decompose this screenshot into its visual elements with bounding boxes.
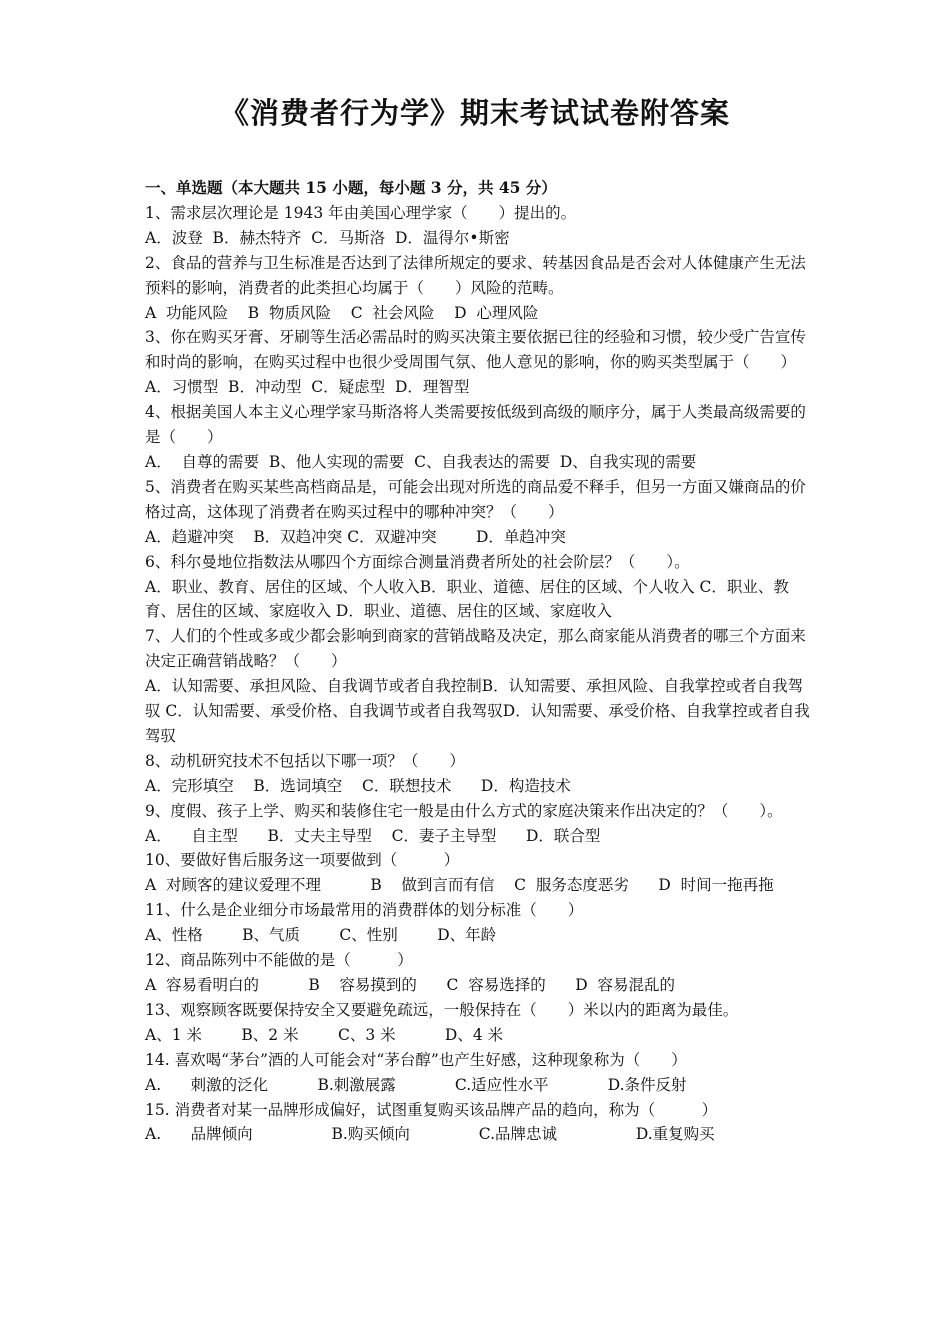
question-stem: 9、度假、孩子上学、购买和装修住宅一般是由什么方式的家庭决策来作出决定的？（ ）。 [145, 801, 783, 820]
page-title: 《消费者行为学》期末考试试卷附答案 [219, 96, 730, 130]
question-stem: 13、观察顾客既要保持安全又要避免疏远，一般保持在（ ）米以内的距离为最佳。 [145, 1000, 739, 1019]
question-stem: 2、食品的营养与卫生标准是否达到了法律所规定的要求、转基因食品是否会对人体健康产生无法预料的影响，消费者的此类担心均属于（ ）风险的范畴。 [145, 253, 806, 297]
question-options: A．认知需要、承担风险、自我调节或者自我控制B．认知需要、承担风险、自我掌控或者自我驾驭 C．认知需要、承受价格、自我调节或者自我驾驭D．认知需要、承受价格、自我掌控或者自我驾驭 [145, 677, 810, 745]
question-stem: 8、动机研究技术不包括以下哪一项？（ ） [145, 751, 465, 770]
question-stem: 5、消费者在购买某些高档商品是，可能会出现对所选的商品爱不释手，但另一方面又嫌商品的价格过高，这体现了消费者在购买过程中的哪种冲突？（ ） [145, 477, 806, 521]
question-options: A、性格 B、气质 C、性别 D、年龄 [145, 926, 497, 945]
question-section [145, 176, 815, 1147]
question-stem: 6、科尔曼地位指数法从哪四个方面综合测量消费者所处的社会阶层？（ ）。 [145, 552, 690, 571]
question-options: A．完形填空 B．选词填空 C．联想技术 D．构造技术 [145, 776, 571, 795]
question-options: A. 刺激的泛化 B.刺激展露 C.适应性水平 D.条件反射 [145, 1075, 687, 1094]
question-stem: 4、根据美国人本主义心理学家马斯洛将人类需要按低级到高级的顺序分，属于人类最高级需要的是（ ） [145, 403, 806, 447]
question-stem: 12、商品陈列中不能做的是（ ） [145, 951, 413, 970]
question-options: A 对顾客的建议爱理不理 B 做到言而有信 C 服务态度恶劣 D 时间一拖再拖 [145, 876, 774, 895]
question-options: A、1 米 B、2 米 C、3 米 D、4 米 [145, 1025, 504, 1044]
question-options: A． 自尊的需要 B、他人实现的需要 C、自我表达的需要 D、自我实现的需要 [145, 452, 697, 471]
section-heading: 一、单选题（本大题共 15 小题，每小题 3 分，共 45 分） [145, 178, 557, 197]
question-options: A．趋避冲突 B．双趋冲突 C．双避冲突 D．单趋冲突 [145, 527, 566, 546]
question-stem: 15. 消费者对某一品牌形成偏好，试图重复购买该品牌产品的趋向，称为（ ） [145, 1100, 718, 1119]
question-stem: 7、人们的个性或多或少都会影响到商家的营销战略及决定，那么商家能从消费者的哪三个方面来决定正确营销战略？（ ） [145, 627, 806, 671]
question-options: A 容易看明白的 B 容易摸到的 C 容易选择的 D 容易混乱的 [145, 976, 676, 994]
question-stem: 1、需求层次理论是 1943 年由美国心理学家（ ）提出的。 [145, 203, 577, 222]
question-options: A． 自主型 B．丈夫主导型 C．妻子主导型 D．联合型 [145, 826, 601, 845]
question-stem: 10、要做好售后服务这一项要做到（ ） [145, 851, 460, 870]
question-options: A. 品牌倾向 B.购买倾向 C.品牌忠诚 D.重复购买 [145, 1125, 715, 1144]
question-stem: 3、你在购买牙膏、牙刷等生活必需品时的购买决策主要依据已往的经验和习惯，较少受广告宣传和时尚的影响，在购买过程中也很少受周围气氛、他人意见的影响，你的购买类型属于（ ） [145, 328, 806, 372]
question-options: A 功能风险 B 物质风险 C 社会风险 D 心理风险 [145, 303, 539, 322]
question-options: A．习惯型 B．冲动型 C．疑虑型 D．理智型 [145, 378, 470, 397]
question-options: A．职业、教育、居住的区域、个人收入B．职业、道德、居住的区域、个人收入 C．职业、教育、居住的区域、家庭收入 D．职业、道德、居住的区域、家庭收入 [145, 577, 789, 621]
question-options: A．波登 B．赫杰特齐 C．马斯洛 D．温得尔•斯密 [145, 228, 510, 247]
question-stem: 11、什么是企业细分市场最常用的消费群体的划分标准（ ） [145, 901, 584, 920]
question-stem: 14. 喜欢喝“茅台”酒的人可能会对“茅台醇”也产生好感，这种现象称为（ ） [145, 1050, 687, 1069]
